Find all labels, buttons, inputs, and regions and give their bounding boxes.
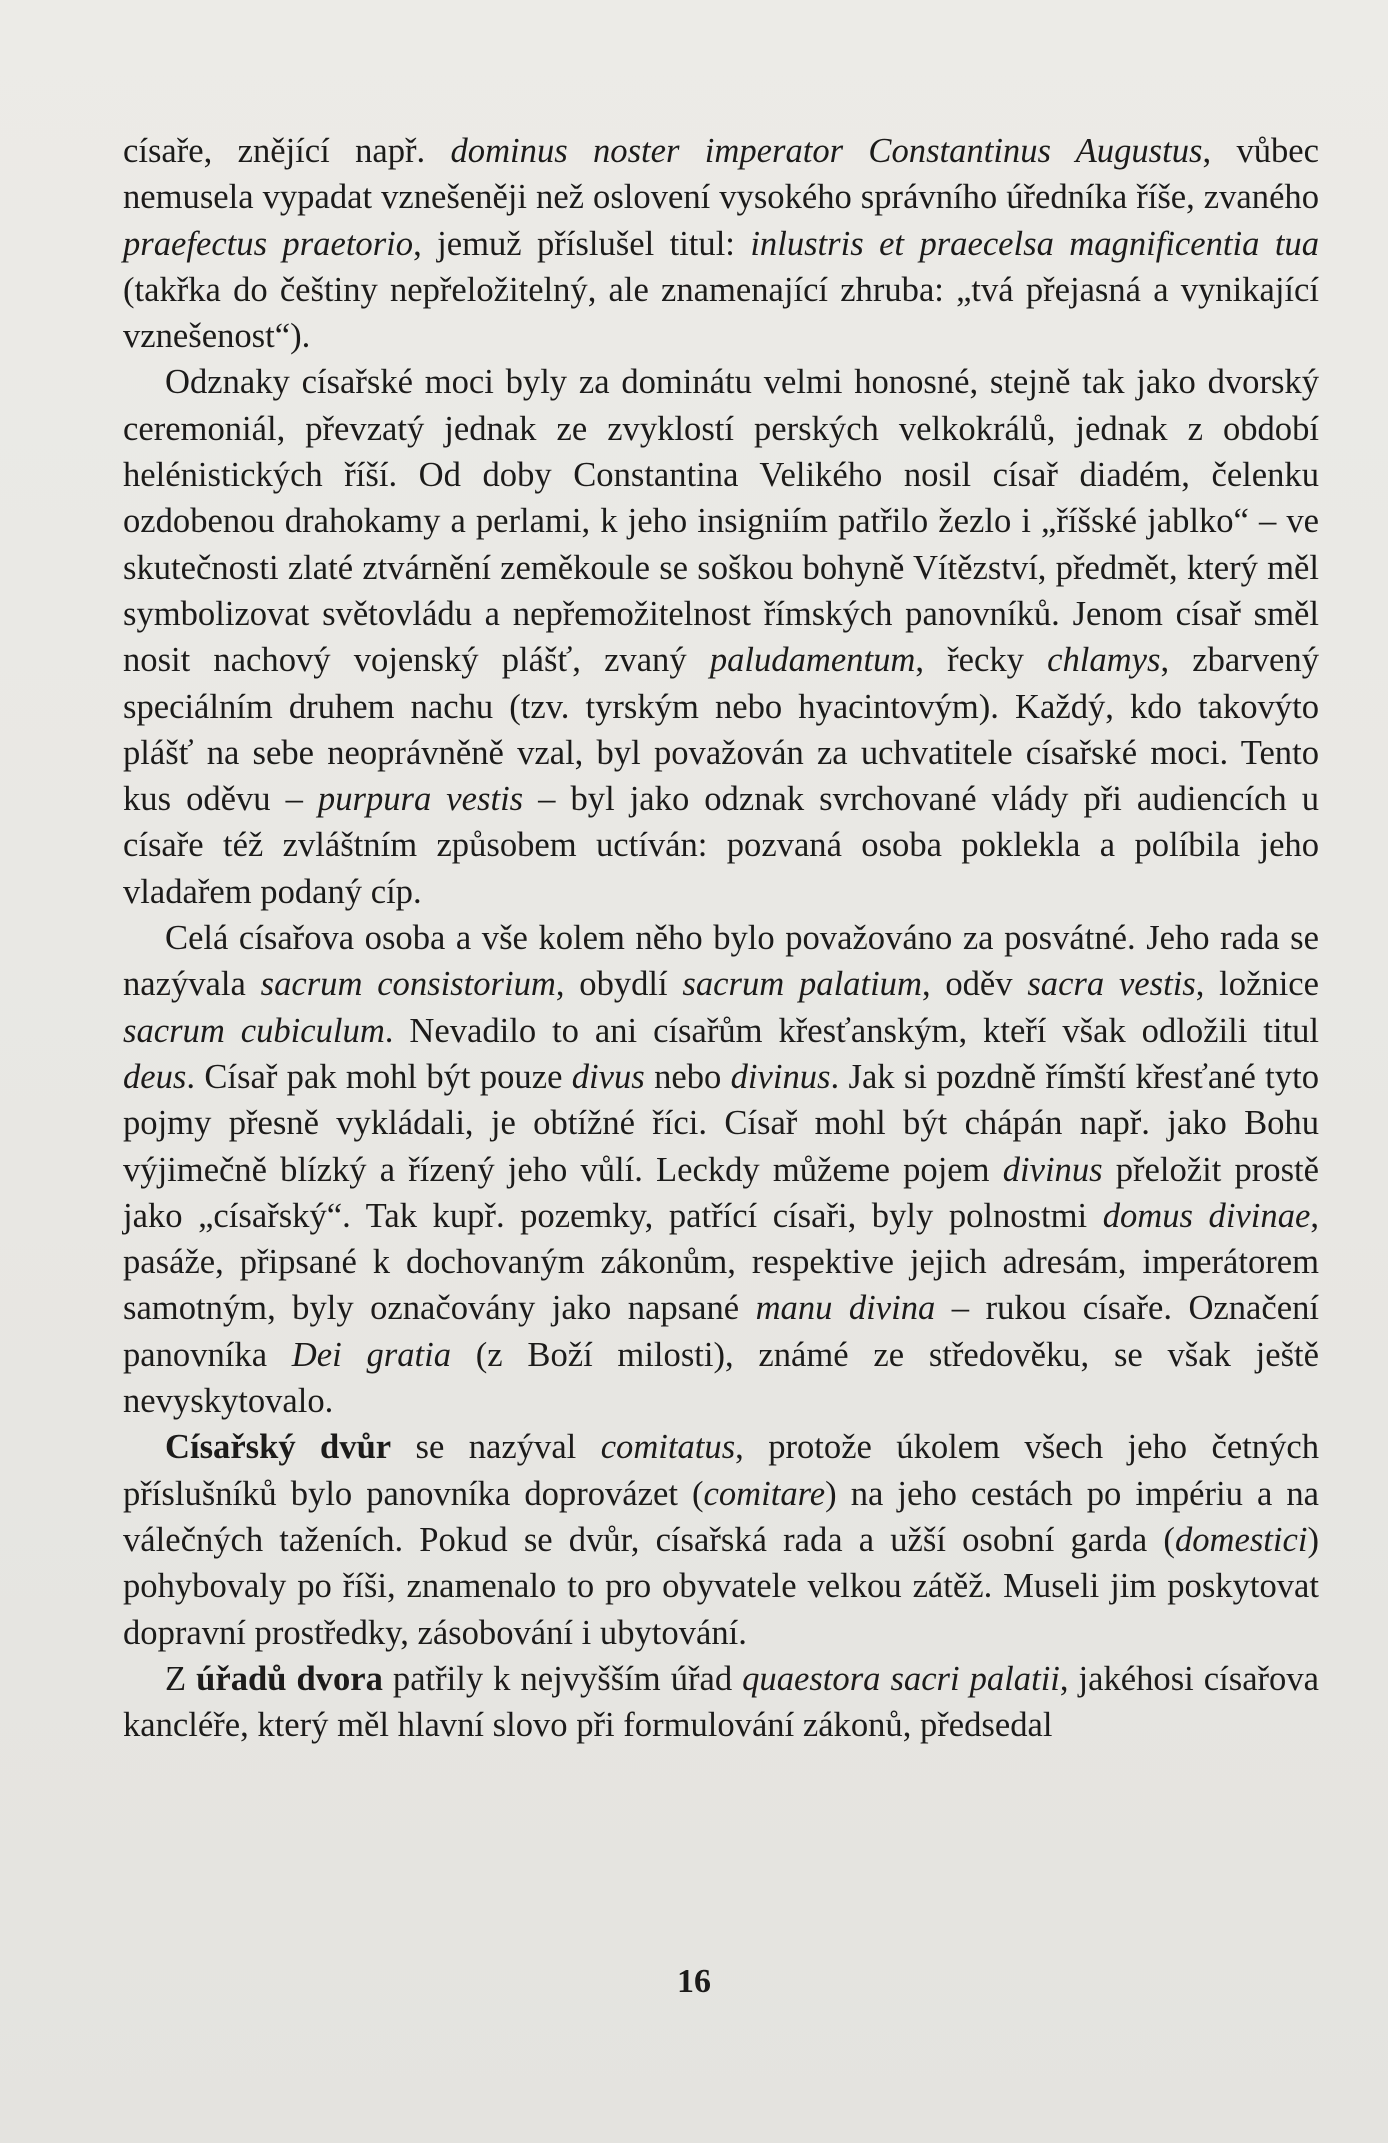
text-run: (z Boží milosti), známé ze středověku, se však ještě nevyskytovalo. [123,1335,1319,1421]
text-run: . Císař pak mohl být pouze [186,1057,572,1096]
bold-text-run: Císařský dvůr [165,1428,392,1467]
italic-text-run: deus [123,1057,187,1096]
body-text [123,128,1319,1748]
text-run: , řecky [915,641,1048,680]
text-run: se nazýval [391,1428,601,1467]
text-run: přeložit prostě jako „císařský“. Tak kupř. pozemky, patřící císaři, byly polnostmi [123,1150,1319,1235]
text-run: , zbarvený speciálním druhem nachu (tzv. tyrským nebo hyacintovým). Každý, kdo takovýto plášť na sebe neoprávněně vzal, byl považován za uchvatitele císařské moci. Tento kus oděvu – [123,641,1319,819]
bold-text-run: úřadů dvora [196,1659,383,1698]
text-run: , jakéhosi císařova kancléře, který měl hlavní slovo při formulování zákonů, předsedal [123,1659,1319,1745]
italic-text-run: quaestora sacri palatii [742,1659,1060,1698]
text-run: Odznaky císařské moci byly za dominátu velmi honosné, stejně tak jako dvorský ceremoniál, převzatý jednak ze zvyklostí perských velkokrálů, jednak z období helénistických říší. Od doby Constantina Velikého nosil císař diadém, čelenku ozdobenou drahokamy a perlami, k jeho insigniím patřilo žezlo i „říšské jablko“ – ve skutečnosti zlaté ztvárnění zeměkoule se soškou bohyně Vítězství, předmět, který měl symbolizovat světovládu a nepřemožitelnost římských panovníků. Jenom císař směl nosit nachový vojenský plášť, zvaný [123,363,1319,680]
italic-text-run: inlustris et praecelsa magnificentia tua [750,224,1320,263]
text-run: Celá císařova osoba a vše kolem něho bylo považováno za posvátné. Jeho rada se nazývala [123,919,1319,1004]
italic-text-run: comitatus [600,1428,736,1467]
paragraph [123,1424,1319,1655]
italic-text-run: sacrum consistorium [260,965,556,1004]
paragraph [123,1656,1319,1749]
text-run: ) na jeho cestách po impériu a na válečných taženích. Pokud se dvůr, císařská rada a užší osobní garda ( [123,1474,1320,1559]
text-run: ) pohybovaly po říši, znamenalo to pro obyvatele velkou zátěž. Museli jim poskytovat dopravní prostředky, zásobování i ubytování. [123,1520,1319,1652]
text-run: patřily k nejvyšším úřad [382,1659,743,1698]
text-run: císaře, znějící např. [123,132,451,170]
italic-text-run: divinus [1002,1150,1103,1189]
page-number: 16 [677,1963,711,2000]
text-run: . Nevadilo to ani císařům křesťanským, kteří však odložili titul [384,1011,1319,1050]
italic-text-run: domus divinae [1102,1196,1311,1235]
italic-text-run: praefectus praetorio [123,224,414,263]
italic-text-run: divus [571,1057,645,1096]
italic-text-run: sacra vestis [1027,965,1196,1004]
text-run: , vůbec nemusela vypadat vznešeněji než oslovení vysokého správního úředníka říše, zvaného [123,132,1320,217]
italic-text-run: sacrum palatium [682,965,922,1004]
text-run: . Jak si pozdně římští křesťané tyto pojmy přesně vykládali, je obtížné říci. Císař mohl být chápán např. jako Bohu výjimečně blízký a řízený jeho vůlí. Leckdy můžeme pojem [123,1057,1319,1189]
italic-text-run: manu divina [755,1289,936,1328]
italic-text-run: paludamentum [709,641,916,680]
text-run: , oděv [921,965,1028,1004]
italic-text-run: purpura vestis [317,780,524,819]
italic-text-run: divinus [730,1057,831,1096]
text-run: , jemuž příslušel titul: [413,224,751,263]
italic-text-run: comitare [703,1474,826,1513]
text-run: , obydlí [555,965,683,1004]
italic-text-run: domestici [1174,1520,1308,1559]
paragraph [123,915,1319,1424]
text-run: (takřka do češtiny nepřeložitelný, ale znamenající zhruba: „tvá přejasná a vynikající vznešenost“). [123,270,1319,356]
text-run: , pasáže, připsané k dochovaným zákonům, respektive jejich adresám, imperátorem samotným, byly označovány jako napsané [123,1196,1319,1328]
italic-text-run: chlamys [1047,641,1161,680]
text-run: – byl jako odznak svrchované vlády při audiencích u císaře též zvláštním způsobem uctíván: pozvaná osoba poklekla a políbila jeho vladařem podaný cíp. [123,780,1320,911]
italic-text-run: sacrum cubiculum [123,1011,385,1050]
text-run: , protože úkolem všech jeho četných příslušníků bylo panovníka doprovázet ( [123,1428,1319,1513]
paragraph [123,128,1319,359]
text-run: – rukou císaře. Označení panovníka [123,1289,1319,1374]
paragraph [123,359,1319,915]
text-run: Z [165,1659,197,1698]
text-run: nebo [644,1057,731,1096]
text-run: , ložnice [1195,965,1320,1004]
italic-text-run: Dei gratia [291,1335,452,1374]
italic-text-run: dominus noster imperator Constantinus Augustus [450,132,1203,170]
